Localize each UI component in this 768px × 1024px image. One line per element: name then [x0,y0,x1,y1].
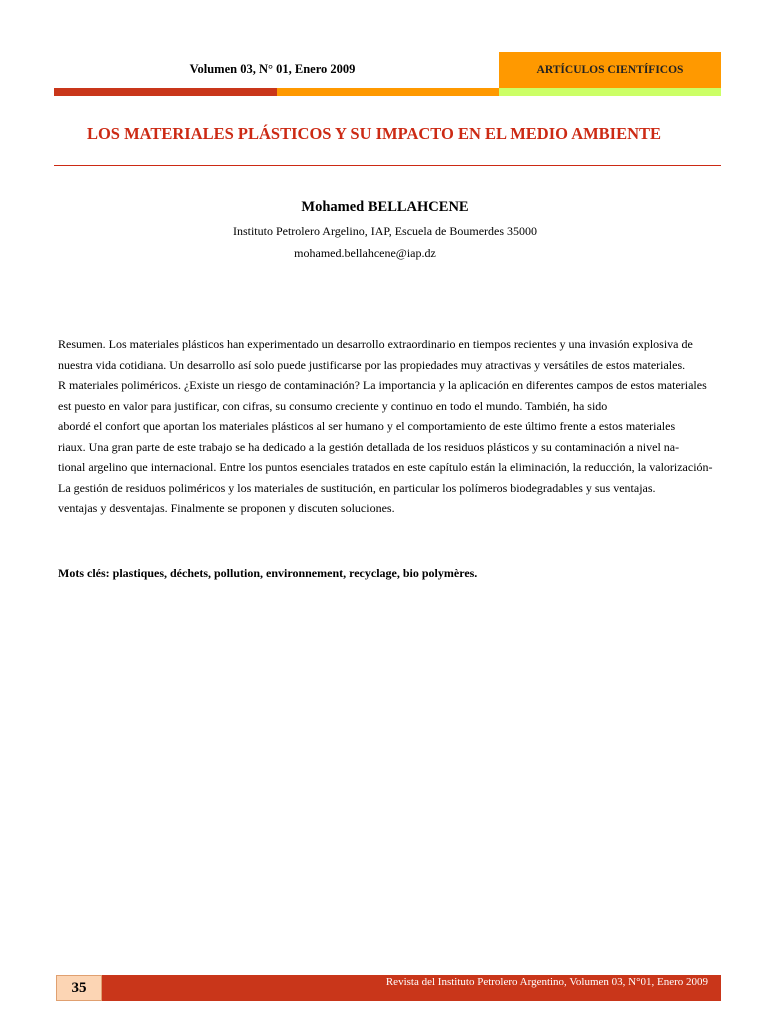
page-number-box [56,975,102,1001]
abstract-line: Resumen. Los materiales plásticos han experimentado un desarrollo extraordinario en tiempos recientes y una invasión explosiva de [58,337,693,351]
footer-journal: Revista del Instituto Petrolero Argentino, Volumen 03, N°01, Enero 2009 [385,976,708,988]
abstract-line: La gestión de residuos poliméricos y los materiales de sustitución, en particular los polímeros biodegradables y sus ventajas. [58,480,656,495]
page-number: 35 [71,980,87,996]
section-label-box [499,52,721,88]
abstract-line: abordé el confort que aportan los materiales plásticos al ser humano y el comportamiento de este último frente a estos materiales [58,419,676,433]
author-affiliation: Instituto Petrolero Argelino, IAP, Escuela de Boumerdes 35000 [232,224,538,238]
abstract-line: est puesto en valor para justificar, con cifras, su consumo creciente y continuo en todo el mundo. También, ha sido [58,398,608,413]
article-title: LOS MATERIALES PLÁSTICOS Y SU IMPACTO EN EL MEDIO AMBIENTE [86,124,662,143]
abstract-line: nuestra vida cotidiana. Un desarrollo así solo puede justificarse por las propiedades muy atractivas y versátiles de estos materiales. [58,357,686,372]
author-email: mohamed.bellahcene@iap.dz [294,246,436,260]
keywords: Mots clés: plastiques, déchets, pollution, environnement, recyclage, bio polymères. [58,566,478,580]
abstract-line: R materiales poliméricos. ¿Existe un riesgo de contaminación? La importancia y la aplicación en diferentes campos de estos materiales [58,378,707,392]
section-label: ARTÍCULOS CIENTÍFICOS [536,64,684,76]
author-name: Mohamed BELLAHCENE [301,199,469,215]
header-bar-green [499,88,721,96]
header-bar-orange [277,88,499,96]
abstract-line: ventajas y desventajas. Finalmente se proponen y discuten soluciones. [58,501,395,515]
title-divider [54,165,721,166]
abstract-line: riaux. Una gran parte de este trabajo se ha dedicado a la gestión detallada de los residuos plásticos y su contaminación a nivel na- [58,439,680,454]
abstract-line: tional argelino que internacional. Entre los puntos esenciales tratados en este capítulo están la eliminación, la reducción, la valorización- [58,460,713,474]
abstract [58,334,738,519]
header-bar-red [54,88,277,96]
volume-header: Volumen 03, N° 01, Enero 2009 [189,62,356,76]
